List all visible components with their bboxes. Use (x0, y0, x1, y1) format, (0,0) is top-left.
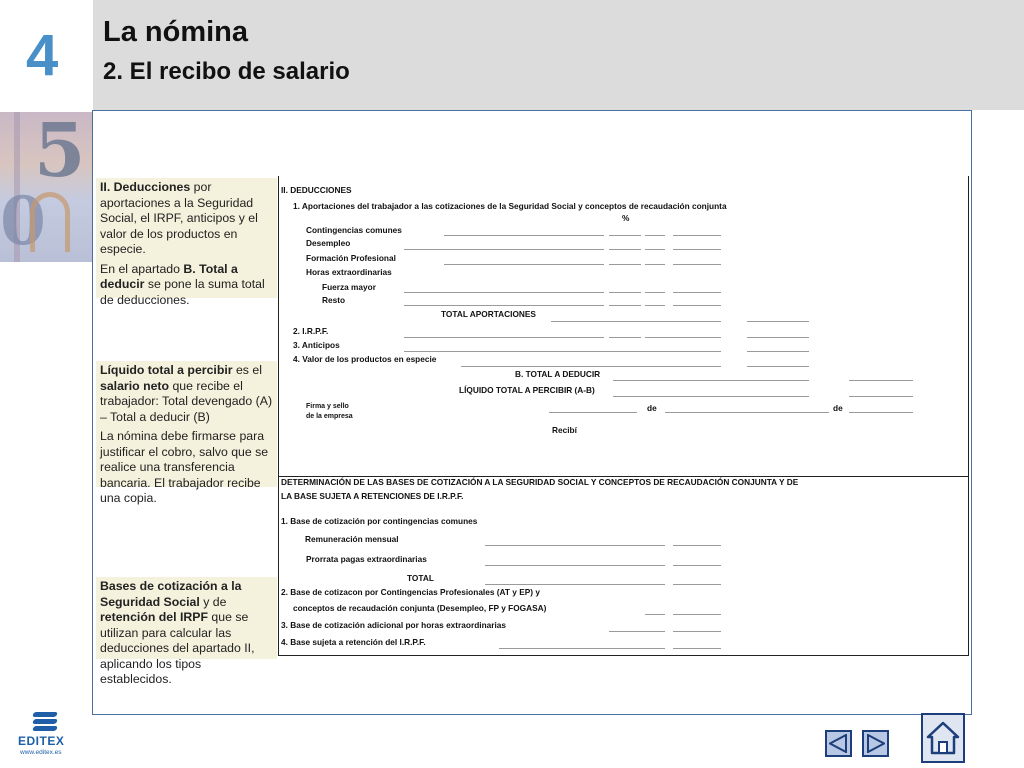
field-line (673, 614, 721, 615)
field-line (613, 396, 809, 397)
field-line (645, 249, 665, 250)
field-line (673, 584, 721, 585)
editex-logo-icon (33, 712, 57, 734)
field-line (673, 565, 721, 566)
field-line (849, 380, 913, 381)
recibi-label: Recibí (552, 425, 577, 435)
field-line (485, 545, 665, 546)
banknote-decoration: 5 0 (0, 112, 93, 262)
field-line (404, 305, 604, 306)
base-adicional: 3. Base de cotización adicional por horas extraordinarias (281, 620, 507, 630)
field-line (485, 584, 665, 585)
item-aportaciones: 1. Aportaciones del trabajador a las cotizaciones de la Seguridad Social y conceptos de recaudación conjunta (293, 201, 727, 211)
field-line (645, 264, 665, 265)
field-line (404, 292, 604, 293)
total-deducir: B. TOTAL A DEDUCIR (515, 369, 601, 379)
field-line (609, 337, 641, 338)
field-line (499, 648, 665, 649)
field-line (609, 264, 641, 265)
page-title: La nómina (103, 16, 249, 48)
row-especie: 4. Valor de los productos en especie (293, 354, 437, 364)
note-bases-bold1: Bases de cotización a la Seguridad Social (100, 579, 242, 609)
determ-line2: LA BASE SUJETA A RETENCIONES DE I.R.P.F. (281, 491, 464, 501)
field-line (549, 412, 637, 413)
note-bases-bold2: retención del IRPF (100, 610, 208, 624)
field-line (673, 545, 721, 546)
field-line (404, 337, 604, 338)
field-line (551, 321, 721, 322)
note-liquido (96, 361, 277, 505)
field-line (849, 412, 913, 413)
row-desempleo: Desempleo (306, 238, 351, 248)
note-apartado-pre: En el apartado (100, 261, 184, 276)
note-bases-t2: que se utilizan para calcular las deducciones del apartado II, aplicando los tipos establecidos. (100, 610, 255, 686)
field-line (673, 249, 721, 250)
field-line (613, 380, 809, 381)
field-line (747, 321, 809, 322)
field-line (609, 235, 641, 236)
chapter-number-box (0, 0, 93, 110)
base-irpf: 4. Base sujeta a retención del I.R.P.F. (281, 637, 426, 647)
note-liquido-p2: La nómina debe firmarse para justificar el cobro, salvo que se realice una transferencia bancaria. El trabajador recibe una copia. (100, 429, 269, 505)
determ-line1: DETERMINACIÓN DE LAS BASES DE COTIZACIÓN A LA SEGURIDAD SOCIAL Y CONCEPTOS DE RECAUDACIÓN CONJUNTA Y DE (281, 477, 799, 487)
note-bases-t1: y de (199, 594, 227, 609)
field-line (849, 396, 913, 397)
home-icon (926, 721, 960, 755)
field-line (461, 366, 721, 367)
total-label: TOTAL (407, 573, 434, 583)
editex-logo-word: EDITEX (18, 734, 65, 748)
chapter-number: 4 (26, 23, 59, 88)
field-line (404, 249, 604, 250)
home-button[interactable] (921, 713, 965, 763)
field-line (665, 412, 829, 413)
base-contingencias: 1. Base de cotización por contingencias comunes (281, 516, 478, 526)
arrow-left-icon (829, 734, 848, 753)
section-title: II. DEDUCCIONES (281, 185, 352, 195)
field-line (747, 366, 809, 367)
liquido-total: LÍQUIDO TOTAL A PERCIBIR (A-B) (459, 385, 595, 395)
total-aportaciones: TOTAL APORTACIONES (441, 309, 536, 319)
previous-button[interactable] (825, 730, 852, 757)
row-contingencias: Contingencias comunes (306, 225, 402, 235)
note-liquido-bold1: Líquido total a percibir (100, 363, 233, 377)
field-line (645, 235, 665, 236)
de-label-1: de (647, 403, 657, 413)
field-line (673, 264, 721, 265)
note-deducciones-lead: II. Deducciones (100, 180, 191, 194)
row-formacion: Formación Profesional (306, 253, 396, 263)
arrow-right-icon (866, 734, 885, 753)
note-deducciones (96, 178, 277, 307)
payslip-form (278, 176, 969, 656)
note-deducciones-text: por aportaciones a la Seguridad Social, el IRPF, anticipos y el valor de los productos en especie. (100, 180, 258, 256)
note-apartado-bold: B. Total a deducir (100, 261, 238, 291)
field-line (673, 292, 721, 293)
field-line (747, 351, 809, 352)
field-line (673, 235, 721, 236)
editex-logo-url: www.editex.es (20, 749, 62, 756)
field-line (673, 648, 721, 649)
row-prorrata: Prorrata pagas extraordinarias (306, 554, 427, 564)
row-remuneracion: Remuneración mensual (305, 534, 399, 544)
note-liquido-t1: es el (232, 363, 262, 377)
row-resto: Resto (322, 295, 346, 305)
row-fuerza: Fuerza mayor (322, 282, 376, 292)
field-line (645, 292, 665, 293)
field-line (645, 614, 665, 615)
empresa-label: de la empresa (306, 413, 353, 420)
note-liquido-t2: que recibe el trabajador: Total devengado (A) – Total a deducir (B) (100, 378, 273, 424)
field-line (645, 337, 721, 338)
de-label-2: de (833, 403, 843, 413)
row-irpf: 2. I.R.P.F. (293, 326, 329, 336)
field-line (444, 264, 604, 265)
row-horas: Horas extraordinarias (306, 267, 392, 277)
next-button[interactable] (862, 730, 889, 757)
field-line (673, 631, 721, 632)
header-bar (93, 0, 1024, 110)
note-liquido-bold2: salario neto (100, 378, 170, 393)
field-line (485, 565, 665, 566)
field-line (444, 235, 604, 236)
firma-label: Firma y sello (306, 403, 349, 410)
field-line (404, 351, 721, 352)
field-line (747, 337, 809, 338)
field-line (609, 305, 641, 306)
field-line (645, 305, 665, 306)
field-line (609, 249, 641, 250)
note-bases (96, 577, 277, 686)
base-profesionales-2: conceptos de recaudación conjunta (Desempleo, FP y FOGASA) (293, 603, 547, 613)
row-anticipos: 3. Anticipos (293, 340, 340, 350)
page-subtitle: 2. El recibo de salario (103, 58, 350, 85)
base-profesionales: 2. Base de cotizacon por Contingencias Profesionales (AT y EP) y (281, 587, 540, 597)
field-line (609, 631, 665, 632)
note-apartado-post: se pone la suma total de deducciones. (100, 277, 265, 307)
field-line (609, 292, 641, 293)
editex-logo (18, 712, 74, 760)
field-line (673, 305, 721, 306)
percent-header: % (622, 213, 630, 223)
